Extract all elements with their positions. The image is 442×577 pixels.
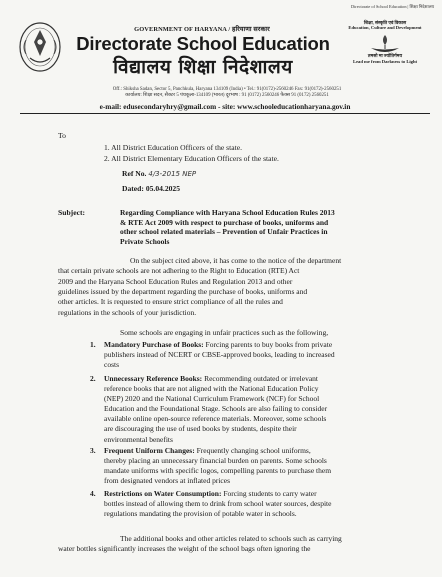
top-right-text: Directorate of School Education | शिक्षा निदेशालय (350, 4, 434, 9)
ref-value: 4/3-2015 NEP (148, 170, 197, 178)
office-address-english: Off.: Shiksha Sadan, Sector 5, Panchkula, Haryana 134109 (India) • Tel.: 91(0172)-2560246 Fax: 91(0172)-2560251 (112, 87, 342, 92)
item-line: regulations mandating the provision of potable water in schools. (104, 509, 297, 519)
subject-line: other school related materials – Prevention of Unfair Practices in (120, 227, 328, 237)
item-line: Forcing students to carry water (221, 489, 317, 498)
paragraph-line: The additional books and other articles related to schools such as carrying (120, 534, 342, 543)
item-line: available online open-source reference materials. Moreover, some schools (104, 414, 327, 424)
paragraph-2: Some schools are engaging in unfair practices such as the following, (120, 328, 329, 337)
list-item (104, 340, 420, 370)
item-line: costs (104, 360, 119, 370)
directorate-title: Directorate School Education (76, 33, 330, 54)
list-item (104, 489, 420, 519)
paragraph-line: other articles. It is requested to ensure strict compliance of all the rules and (58, 297, 283, 307)
item-number: 4. (90, 489, 96, 498)
item-line: Recommending outdated or irrelevant (202, 374, 318, 383)
item-line: (NEP) 2020 and the National Curriculum Framework (NCF) for School (104, 394, 320, 404)
list-item (104, 446, 420, 486)
paragraph-3 (58, 534, 420, 555)
item-number: 2. (90, 374, 96, 383)
item-line: publishers instead of NCERT or CBSE-approved books, leading to increased (104, 350, 335, 360)
lamp-icon (365, 32, 405, 54)
subject-text (120, 208, 420, 246)
subject-label: Subject: (58, 208, 85, 217)
logo-line-english: Education, Culture and Development (348, 25, 422, 31)
to-label: To (58, 131, 66, 140)
item-line: environmental benefits (104, 434, 173, 444)
item-line: Forcing parents to buy books from private (203, 340, 333, 349)
education-logo (338, 20, 432, 78)
email-site-line: e-mail: edusecondaryhry@gmail.com - site: www.schooleducationharyana.gov.in (99, 102, 351, 111)
office-address (32, 87, 422, 99)
item-title: Unnecessary Reference Books: (104, 374, 203, 383)
list-item (104, 374, 420, 445)
item-number: 1. (90, 340, 96, 349)
ref-label: Ref No. (122, 169, 147, 178)
paragraph-line: guidelines issued by the department regarding the purchase of books, uniforms and (58, 287, 308, 297)
item-line: from designated vendors at inflated prices (104, 476, 230, 486)
paragraph-line: that certain private schools are not adhering to the Right to Education (RTE) Act (58, 266, 300, 276)
office-address-hindi: कार्यालय: शिक्षा सदन, सैक्टर 5 पंचकूला-134109 (भारत) दूरभाष : 91 (0172) 2560246 फैक्स 91 (0172) 2560251 (125, 93, 329, 98)
paragraph-line: regulations in the schools of your jurisdiction. (58, 307, 197, 317)
letterhead-divider (20, 113, 430, 114)
paragraph-line: On the subject cited above, it has come to the notice of the department (130, 256, 342, 265)
recipient-2: 2. All District Elementary Education Officers of the state. (104, 154, 279, 163)
government-line: GOVERNMENT OF HARYANA / हरियाणा सरकार (134, 26, 270, 33)
item-line: Education and the Foundational Stage. Schools are also failing to consider (104, 404, 328, 414)
dated: Dated: 05.04.2025 (122, 184, 181, 193)
paragraph-line: 2009 and the Haryana School Education Rules and Regulation 2013 and other (58, 276, 293, 286)
item-line: are discouraging the use of used books by students, despite their (104, 424, 297, 434)
item-line: thereby placing an unnecessary financial burden on parents. Some schools (104, 456, 327, 466)
haryana-emblem-icon (16, 20, 64, 74)
item-title: Restrictions on Water Consumption: (104, 489, 222, 498)
item-line: reference books that are not aligned with the National Education Policy (104, 384, 319, 394)
subject-line: Regarding Compliance with Haryana School Education Rules 2013 (120, 208, 335, 217)
logo-tagline: Lead me from Darkness to Light (352, 58, 418, 64)
subject-line: Private Schools (120, 236, 170, 246)
item-number: 3. (90, 446, 96, 455)
item-title: Frequent Uniform Changes: (104, 446, 195, 455)
subject-line: & RTE Act 2009 with respect to purchase of books, uniforms and (120, 217, 329, 227)
logo-line-hindi: शिक्षा, संस्कृति एवं विकास (363, 20, 407, 25)
directorate-title-hindi: विद्यालय शिक्षा निदेशालय (113, 56, 293, 78)
item-line: bottles instead of allowing them to drink from school water sources, despite (104, 499, 332, 509)
ref-number (122, 169, 196, 179)
item-title: Mandatory Purchase of Books: (104, 340, 204, 349)
item-line: mandate uniforms with specific logos, compelling parents to purchase them (104, 466, 332, 476)
paragraph-line: water bottles significantly increases the weight of the school bags often ignoring the (58, 544, 311, 554)
recipient-1: 1. All District Education Officers of the state. (104, 143, 242, 152)
item-line: Frequently changing school uniforms, (194, 446, 311, 455)
logo-motto-hindi: तमसो मा ज्योतिर्गमय (367, 53, 403, 59)
paragraph-1 (58, 256, 418, 318)
